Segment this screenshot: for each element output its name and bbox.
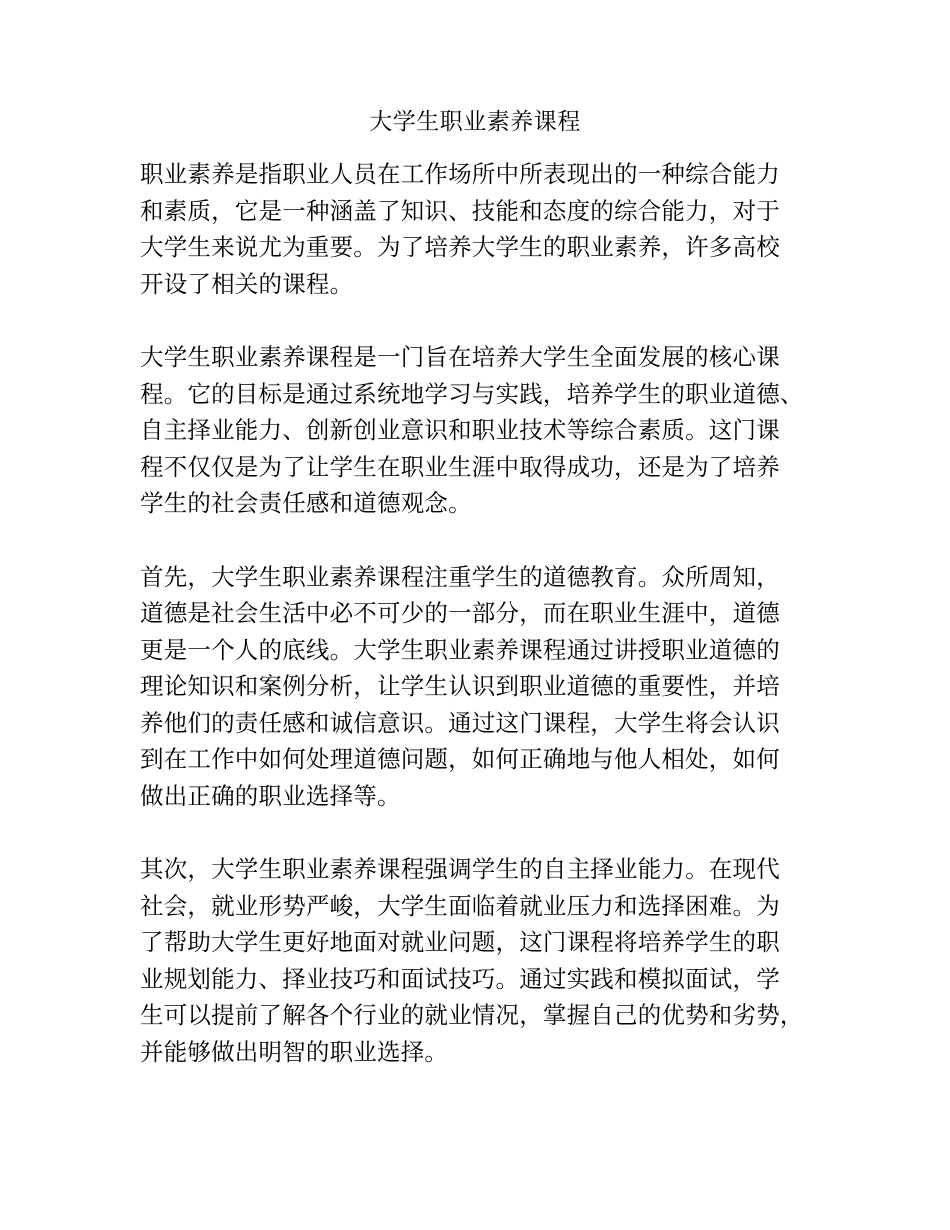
text-line: 业规划能力、择业技巧和面试技巧。通过实践和模拟面试，学 [140,964,780,993]
document-body [140,156,830,1107]
paragraph-2 [140,339,830,522]
document-title: 大学生职业素养课程 [369,109,581,135]
text-line: 理论知识和案例分析，让学生认识到职业道德的重要性，并培 [140,672,780,700]
text-line: 社会，就业形势严峻，大学生面临着就业压力和选择困难。为 [140,891,780,920]
text-line: 到在工作中如何处理道德问题，如何正确地与他人相处，如何 [140,745,780,773]
paragraph-3 [140,559,830,815]
text-line: 了帮助大学生更好地面对就业问题，这门课程将培养学生的职 [140,928,780,956]
text-line: 生可以提前了解各个行业的就业情况，掌握自己的优势和劣势， [140,1001,804,1029]
text-line: 大学生来说尤为重要。为了培养大学生的职业素养，许多高校 [140,233,780,261]
text-line: 学生的社会责任感和道德观念。 [140,489,472,517]
text-line: 养他们的责任感和诚信意识。通过这门课程，大学生将会认识 [140,708,780,737]
text-line: 并能够做出明智的职业选择。 [140,1037,449,1066]
text-line: 大学生职业素养课程是一门旨在培养大学生全面发展的核心课 [140,343,780,371]
text-line: 职业素养是指职业人员在工作场所中所表现出的一种综合能力 [140,160,780,188]
text-line: 道德是社会生活中必不可少的一部分，而在职业生涯中，道德 [140,599,780,627]
text-line: 程不仅仅是为了让学生在职业生涯中取得成功，还是为了培养 [140,452,780,481]
text-line: 首先，大学生职业素养课程注重学生的道德教育。众所周知， [140,562,780,591]
paragraph-1 [140,156,830,302]
text-line: 做出正确的职业选择等。 [140,781,401,810]
paragraph-4 [140,851,830,1070]
text-line: 程。它的目标是通过系统地学习与实践，培养学生的职业道德、 [140,379,804,408]
text-line: 其次，大学生职业素养课程强调学生的自主择业能力。在现代 [140,855,780,883]
text-line: 自主择业能力、创新创业意识和职业技术等综合素质。这门课 [140,416,780,444]
text-line: 开设了相关的课程。 [140,269,354,298]
text-line: 更是一个人的底线。大学生职业素养课程通过讲授职业道德的 [140,635,780,664]
text-line: 和素质，它是一种涵盖了知识、技能和态度的综合能力，对于 [140,196,780,225]
